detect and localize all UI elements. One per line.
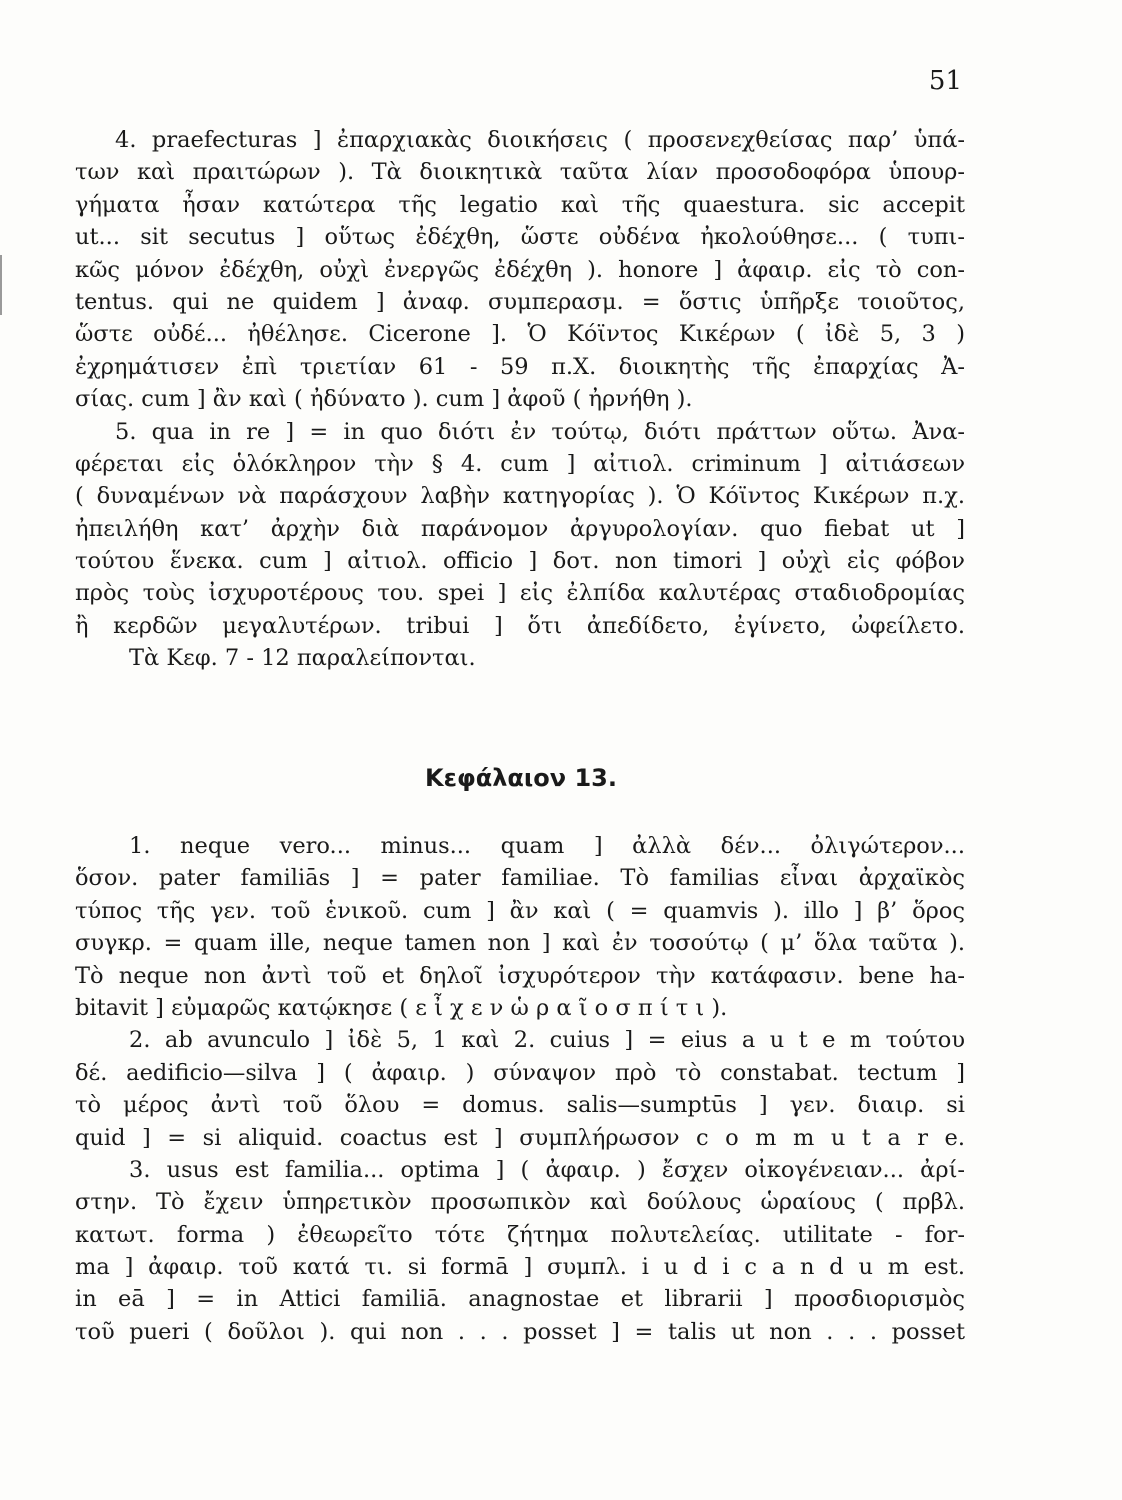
commentary-section-1: [75, 124, 965, 675]
text-line: των καὶ πραιτώρων ). Τὰ διοικητικὰ ταῦτα λίαν προσοδοφόρα ὑπουρ-: [75, 159, 965, 186]
chapter-heading: Κεφάλαιον 13.: [425, 764, 617, 792]
text-line: ἐχρημάτισεν ἐπὶ τριετίαν 61 - 59 π.Χ. διοικητὴς τῆς ἐπαρχίας Ἀ-: [75, 353, 965, 380]
text-line: bitavit ] εὐμαρῶς κατῴκησε ( ε ἶ χ ε ν ὡ ρ α ῖ ο σ π ί τ ι ).: [75, 994, 728, 1021]
text-line: ( δυναμένων νὰ παράσχουν λαβὴν κατηγορίας ). Ὁ Κόϊντος Κικέρων π.χ.: [75, 483, 965, 510]
text-line: ὥστε οὐδέ... ἠθέλησε. Cicerone ]. Ὁ Κόϊντος Κικέρων ( ἰδὲ 5, 3 ): [75, 321, 965, 348]
text-line: Τὰ Κεφ. 7 - 12 παραλείπονται.: [129, 645, 476, 672]
text-line: τοῦ pueri ( δοῦλοι ). qui non . . . posset ] = talis ut non . . . posset: [75, 1318, 965, 1345]
text-line: στην. Τὸ ἔχειν ὑπηρετικὸν προσωπικὸν καὶ δούλους ὡραίους ( πρβλ.: [75, 1189, 965, 1216]
text-line: ὅσον. pater familiās ] = pater familiae. Τὸ familias εἶναι ἀρχαϊκὸς: [75, 865, 965, 892]
text-line: 3. usus est familia... optima ] ( ἀφαιρ. ) ἔσχεν οἰκογένειαν... ἀρί-: [129, 1156, 965, 1183]
scan-edge-mark: [0, 255, 2, 315]
text-line: Τὸ neque non ἀντὶ τοῦ et δηλοῖ ἰσχυρότερον τὴν κατάφασιν. bene ha-: [75, 962, 965, 989]
text-line: φέρεται εἰς ὁλόκληρον τὴν § 4. cum ] αἰτιολ. criminum ] αἰτιάσεων: [75, 450, 965, 477]
text-line: tentus. qui ne quidem ] ἀναφ. συμπερασμ. = ὅστις ὑπῆρξε τοιοῦτος,: [75, 288, 965, 315]
text-line: πρὸς τοὺς ἰσχυροτέρους του. spei ] εἰς ἐλπίδα καλυτέρας σταδιοδρομίας: [75, 580, 965, 607]
text-line: κῶς μόνον ἐδέχθη, οὐχὶ ἐνεργῶς ἐδέχθη ). honore ] ἀφαιρ. εἰς τὸ con-: [75, 256, 965, 283]
text-line: ἠπειλήθη κατ’ ἀρχὴν διὰ παράνομον ἀργυρολογίαν. quo fiebat ut ]: [75, 515, 965, 542]
text-line: δέ. aedificio—silva ] ( ἀφαιρ. ) σύναψον πρὸ τὸ constabat. tectum ]: [75, 1059, 965, 1086]
text-line: 4. praefecturas ] ἐπαρχιακὰς διοικήσεις ( προσενεχθείσας παρ’ ὑπά-: [115, 127, 965, 153]
text-line: γήματα ἦσαν κατώτερα τῆς legatio καὶ τῆς quaestura. sic accepit: [75, 191, 965, 218]
text-line: ut... sit secutus ] οὕτως ἐδέχθη, ὥστε οὐδένα ἠκολούθησε... ( τυπι-: [75, 224, 965, 251]
text-line: ma ] ἀφαιρ. τοῦ κατά τι. si formā ] συμπλ. i u d i c a n d u m est.: [75, 1254, 965, 1281]
text-line: συγκρ. = quam ille, neque tamen non ] καὶ ἐν τοσούτῳ ( μ’ ὅλα ταῦτα ).: [75, 930, 965, 957]
text-line: ἢ κερδῶν μεγαλυτέρων. tribui ] ὅτι ἀπεδίδετο, ἐγίνετο, ὠφείλετο.: [75, 612, 965, 639]
text-line: 1. neque vero... minus... quam ] ἀλλὰ δέν... ὀλιγώτερον...: [129, 833, 965, 859]
text-line: quid ] = si aliquid. coactus est ] συμπλήρωσον c o m m u t a r e.: [75, 1124, 965, 1151]
text-line: τύπος τῆς γεν. τοῦ ἑνικοῦ. cum ] ἂν καὶ ( = quamvis ). illo ] β’ ὅρος: [75, 897, 965, 924]
text-line: σίας. cum ] ἂν καὶ ( ἠδύνατο ). cum ] ἀφοῦ ( ἠρνήθη ).: [75, 386, 693, 413]
text-line: τὸ μέρος ἀντὶ τοῦ ὅλου = domus. salis—sumptūs ] γεν. διαιρ. si: [75, 1092, 965, 1119]
text-line: τούτου ἕνεκα. cum ] αἰτιολ. officio ] δοτ. non timori ] οὐχὶ εἰς φόβον: [75, 548, 965, 575]
text-line: κατωτ. forma ) ἐθεωρεῖτο τότε ζήτημα πολυτελείας. utilitate - for-: [75, 1221, 965, 1248]
page-number: 51: [928, 66, 962, 96]
text-line: 2. ab avunculo ] ἰδὲ 5, 1 καὶ 2. cuius ] = eius a u t e m τούτου: [129, 1027, 965, 1054]
commentary-section-2: [75, 830, 965, 1348]
text-line: in eā ] = in Attici familiā. anagnostae et librarii ] προσδιορισμὸς: [75, 1286, 965, 1313]
text-line: 5. qua in re ] = in quo διότι ἐν τούτῳ, διότι πράττων οὕτω. Ἀνα-: [115, 418, 965, 445]
